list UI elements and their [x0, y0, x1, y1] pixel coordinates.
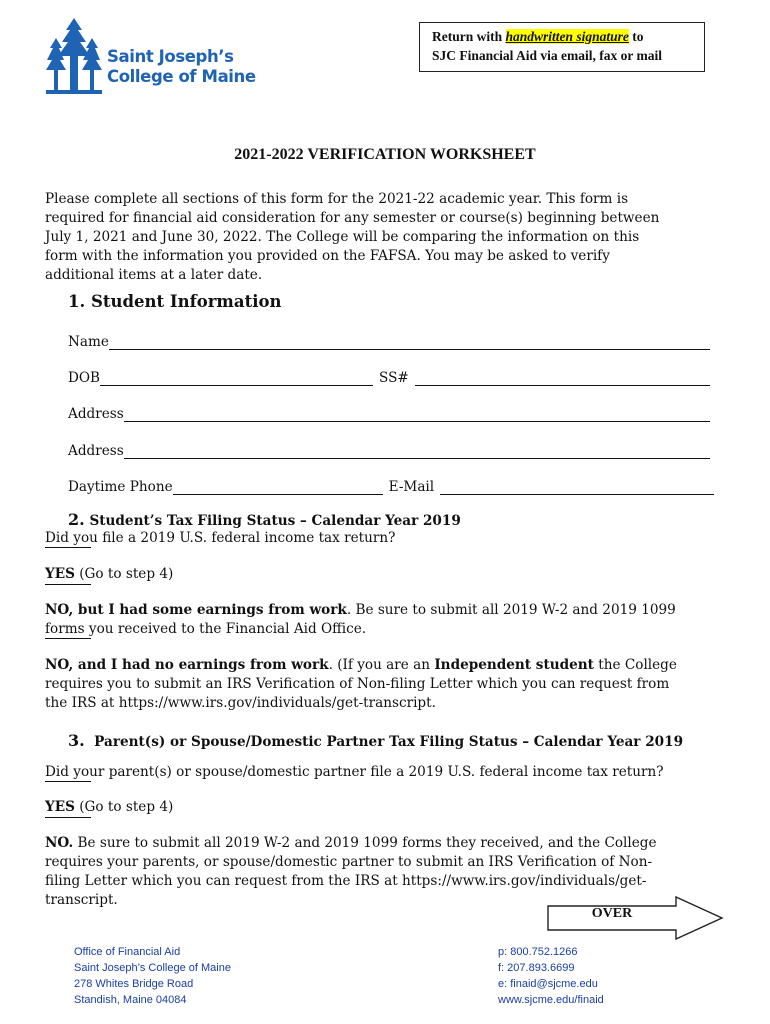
footer-line: Saint Joseph’s College of Maine [74, 962, 231, 974]
no-earnings-label: NO, but I had some earnings from work [45, 602, 347, 618]
parent-no-line3: filing Letter which you can request from the IRS at https://www.irs.gov/individuals/get- [45, 873, 647, 889]
intro-paragraph [45, 190, 735, 285]
parent-yes-label: YES [45, 799, 75, 815]
section2-title: Student’s Tax Filing Status – Calendar Year 2019 [89, 513, 461, 529]
no-no-earnings-text-2: the College [593, 657, 677, 673]
section3-question: Did your parent(s) or spouse/domestic partner file a 2019 U.S. federal income tax return? [45, 764, 664, 780]
no-no-earnings-line3: the IRS at https://www.irs.gov/individuals/get-transcript. [45, 695, 436, 711]
no-earnings-line2: forms you received to the Financial Aid Office. [45, 621, 367, 637]
section3-number: 3. [68, 731, 85, 750]
section1-title: Student Information [90, 292, 282, 311]
parent-no-checkbox-line[interactable] [45, 817, 91, 818]
name-field[interactable] [68, 332, 710, 350]
email-label: E-Mail [388, 479, 435, 495]
dob-ssn-row [68, 368, 710, 386]
page-title: 2021-2022 VERIFICATION WORKSHEET [234, 146, 536, 163]
tree-logo-icon [46, 18, 102, 94]
parent-yes-checkbox-line[interactable] [45, 781, 91, 782]
return-instructions-box [419, 22, 705, 72]
section2-option-no-no-earnings [45, 656, 735, 713]
logo-line-1: Saint Joseph’s [107, 47, 234, 66]
section1-heading [68, 292, 281, 311]
over-label: OVER [591, 906, 633, 921]
name-line[interactable] [109, 334, 710, 350]
address-field-2[interactable] [68, 441, 710, 459]
parent-no-label: NO. [45, 835, 74, 851]
address-field-1[interactable] [68, 404, 710, 422]
intro-line: form with the information you provided on the FAFSA. You may be asked to verify [45, 248, 610, 264]
intro-line: Please complete all sections of this form for the 2021-22 academic year. This form is [45, 191, 629, 207]
address-label: Address [68, 406, 124, 422]
name-label: Name [68, 334, 109, 350]
section2-option-no-earnings [45, 601, 735, 639]
return-text-pre: Return with [432, 29, 506, 44]
ssn-line[interactable] [415, 370, 710, 386]
intro-line: required for financial aid consideration for any semester or course(s) beginning between [45, 210, 660, 226]
phone-label: Daytime Phone [68, 479, 173, 495]
no-no-earnings-label: NO, and I had no earnings from work [45, 657, 329, 673]
footer-phone: p: 800.752.1266 [498, 946, 578, 958]
section3-heading [68, 731, 683, 750]
email-line[interactable] [440, 479, 714, 495]
section3-option-yes [45, 798, 735, 817]
no-earnings2-checkbox-line[interactable] [45, 638, 91, 639]
footer-line: Office of Financial Aid [74, 946, 181, 958]
return-text-post: to [628, 29, 644, 44]
return-line-2: SJC Financial Aid via email, fax or mail [432, 48, 663, 63]
yes-note: (Go to step 4) [74, 566, 174, 582]
footer-address [74, 944, 231, 1008]
parent-yes-note: (Go to step 4) [74, 799, 174, 815]
intro-line: July 1, 2021 and June 30, 2022. The College will be comparing the information on this [45, 229, 640, 245]
section2-option-yes [45, 565, 735, 584]
yes-checkbox-line[interactable] [45, 547, 91, 548]
intro-line: additional items at a later date. [45, 267, 263, 283]
yes-label: YES [45, 566, 75, 582]
footer-website[interactable]: www.sjcme.edu/finaid [498, 994, 604, 1006]
address-label: Address [68, 443, 124, 459]
phone-email-row [68, 477, 714, 495]
parent-no-line2: requires your parents, or spouse/domestic partner to submit an IRS Verification of Non- [45, 854, 653, 870]
no-no-earnings-text: . (If you are an [328, 657, 435, 673]
parent-no-text: Be sure to submit all 2019 W-2 and 2019 1099 forms they received, and the College [73, 835, 657, 851]
section3-title: Parent(s) or Spouse/Domestic Partner Tax Filing Status – Calendar Year 2019 [94, 734, 684, 750]
ssn-label: SS# [379, 370, 409, 386]
footer-line: Standish, Maine 04084 [74, 994, 187, 1006]
footer-contact [498, 944, 604, 1008]
footer-email[interactable]: e: finaid@sjcme.edu [498, 978, 598, 990]
college-name [107, 47, 256, 87]
dob-line[interactable] [100, 370, 373, 386]
no-no-earnings-line2: requires you to submit an IRS Verification of Non-filing Letter which you can request from [45, 676, 670, 692]
no-earnings-checkbox-line[interactable] [45, 584, 91, 585]
independent-student-label: Independent student [434, 657, 594, 673]
address-line[interactable] [124, 443, 710, 459]
dob-label: DOB [68, 370, 101, 386]
parent-no-line4: transcript. [45, 892, 118, 908]
address-line[interactable] [124, 406, 710, 422]
logo-line-2: College of Maine [107, 67, 256, 86]
section2-question: Did you file a 2019 U.S. federal income tax return? [45, 530, 396, 546]
section2-heading [68, 510, 461, 529]
return-highlight: handwritten signature [505, 29, 629, 44]
footer-line: 278 Whites Bridge Road [74, 978, 194, 990]
section2-number: 2. [68, 510, 85, 529]
section1-number: 1. [68, 292, 86, 311]
no-earnings-text: . Be sure to submit all 2019 W-2 and 2019 1099 [346, 602, 676, 618]
phone-line[interactable] [173, 479, 383, 495]
footer-fax: f: 207.893.6699 [498, 962, 575, 974]
